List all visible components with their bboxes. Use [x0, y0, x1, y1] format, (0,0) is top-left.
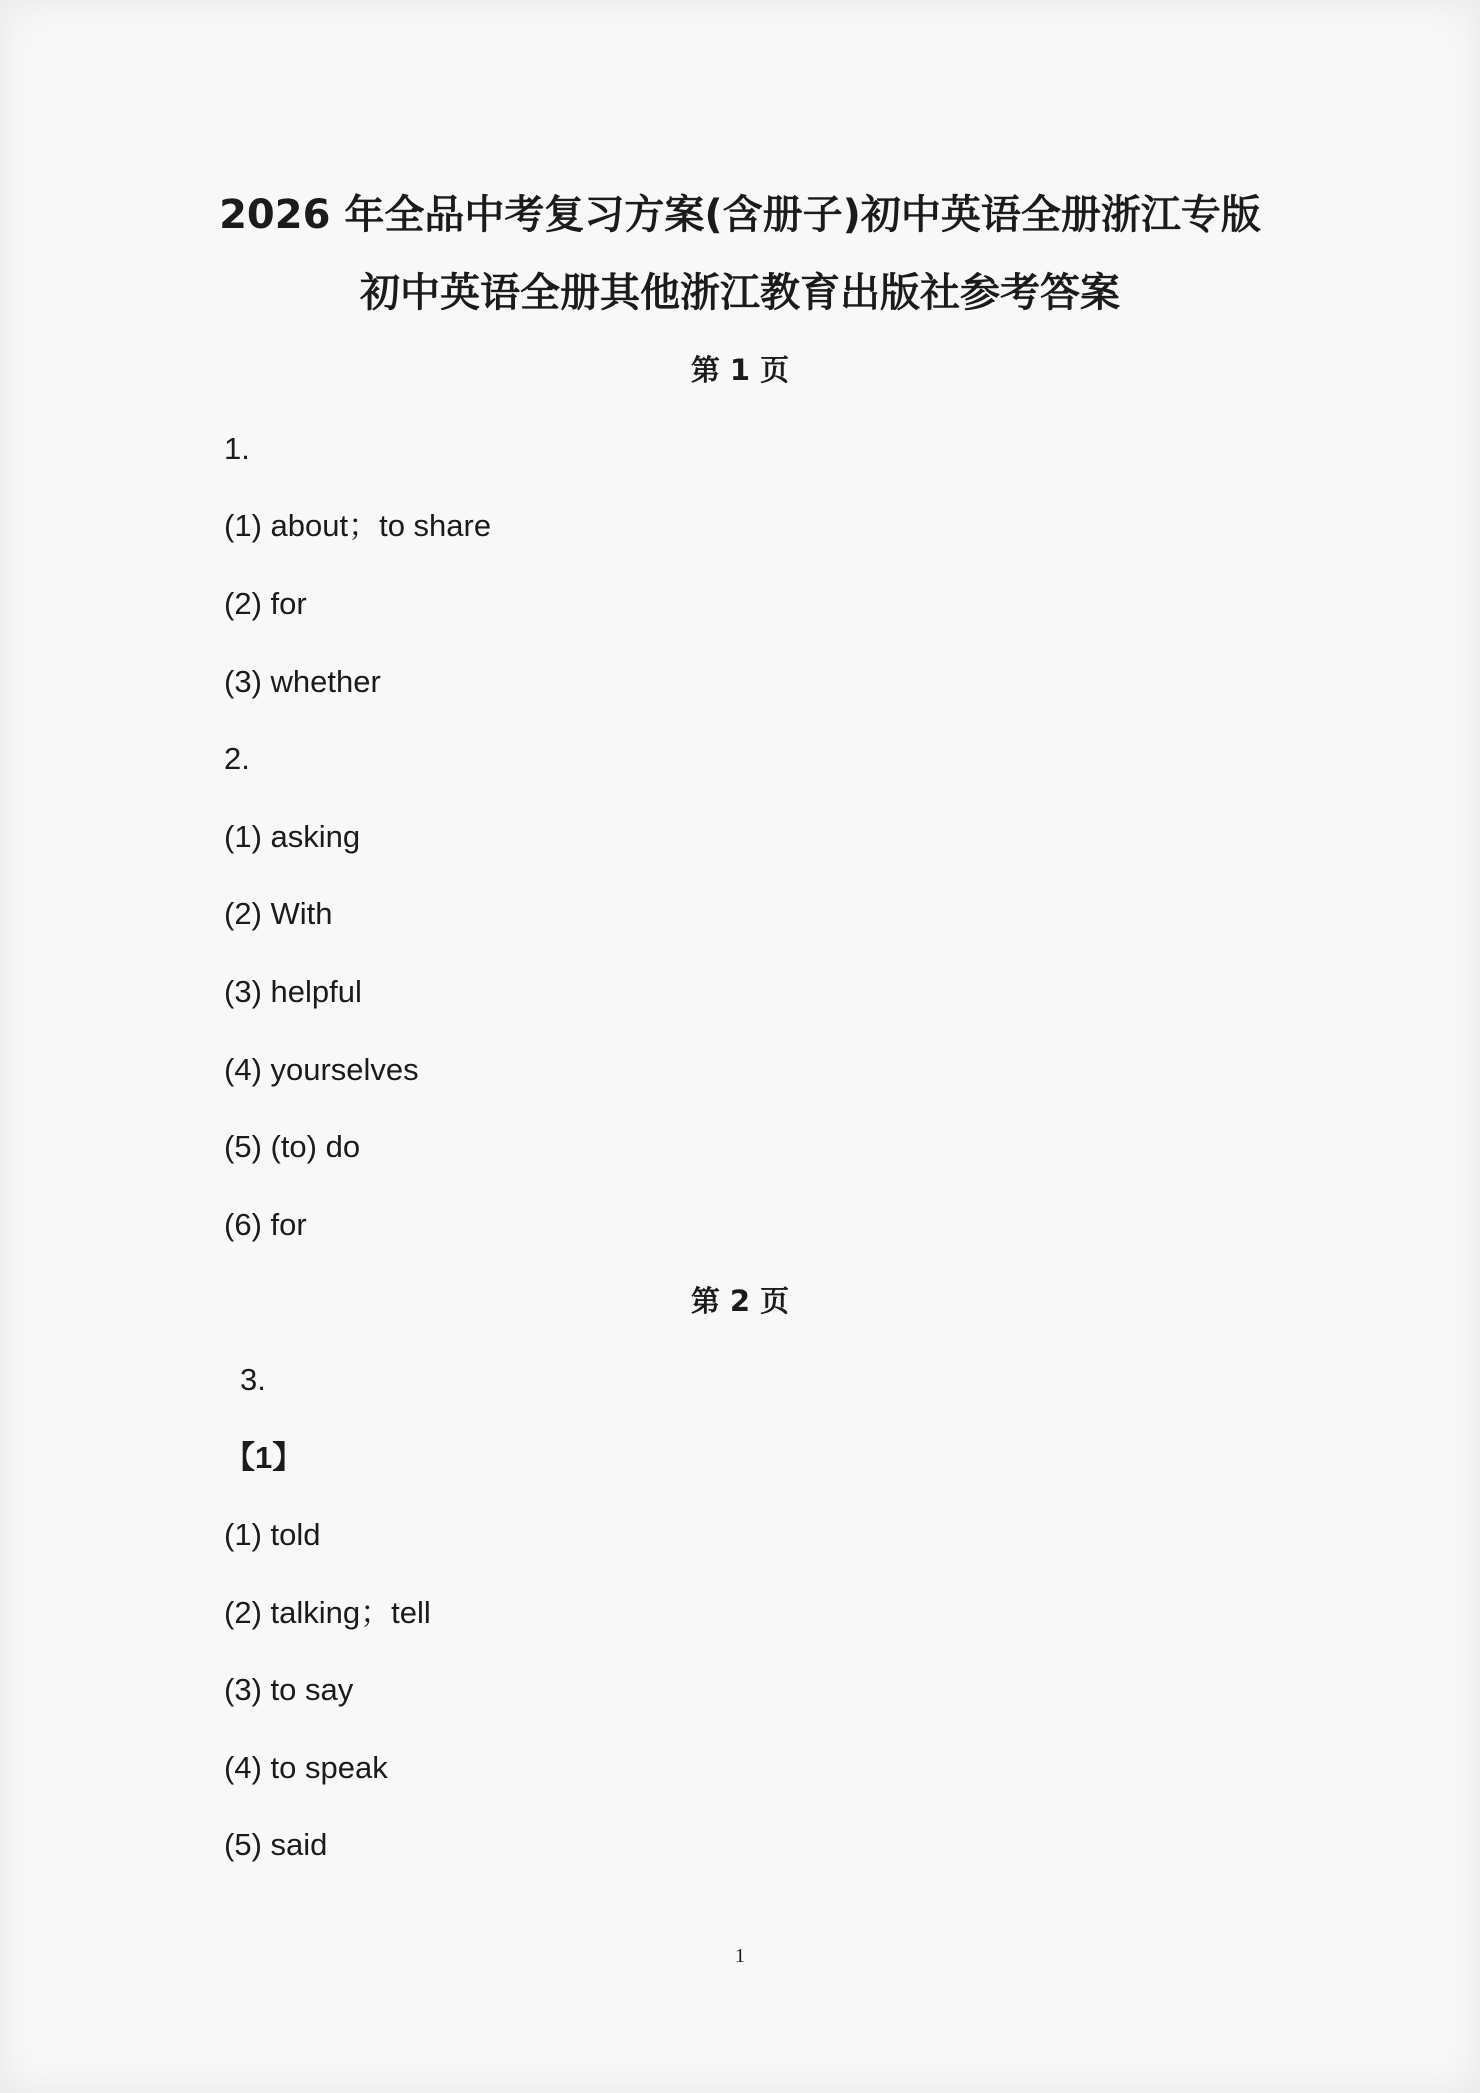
page-section-heading: 第 1 页: [690, 353, 790, 388]
answer-line: (3) to say: [224, 1672, 354, 1708]
answer-line: (4) yourselves: [224, 1051, 419, 1087]
question-part-label: 【1】: [224, 1439, 304, 1475]
page-number: 1: [735, 1945, 745, 1967]
question-number: 1.: [224, 430, 250, 466]
answer-line: (4) to speak: [224, 1749, 388, 1785]
answer-line: (5) said: [224, 1827, 328, 1863]
answer-line: (3) whether: [224, 663, 381, 699]
document-title-line-1: 2026 年全品中考复习方案(含册子)初中英语全册浙江专版: [219, 192, 1261, 238]
page-section-heading: 第 2 页: [690, 1284, 790, 1319]
answer-line: (1) told: [224, 1517, 321, 1553]
question-number: 3.: [240, 1361, 266, 1397]
answer-line: (6) for: [224, 1206, 307, 1242]
answer-line: (2) talking；tell: [224, 1594, 431, 1630]
answer-line: (1) asking: [224, 818, 361, 854]
answer-line: (5) (to) do: [224, 1129, 361, 1165]
answer-line: (2) for: [224, 585, 307, 621]
answer-line: (2) With: [224, 896, 333, 932]
answer-line: (3) helpful: [224, 973, 362, 1009]
answer-line: (1) about；to share: [224, 508, 492, 544]
question-number: 2.: [224, 741, 250, 777]
document-content: [0, 177, 1480, 1884]
document-title-line-2: 初中英语全册其他浙江教育出版社参考答案: [360, 269, 1120, 316]
